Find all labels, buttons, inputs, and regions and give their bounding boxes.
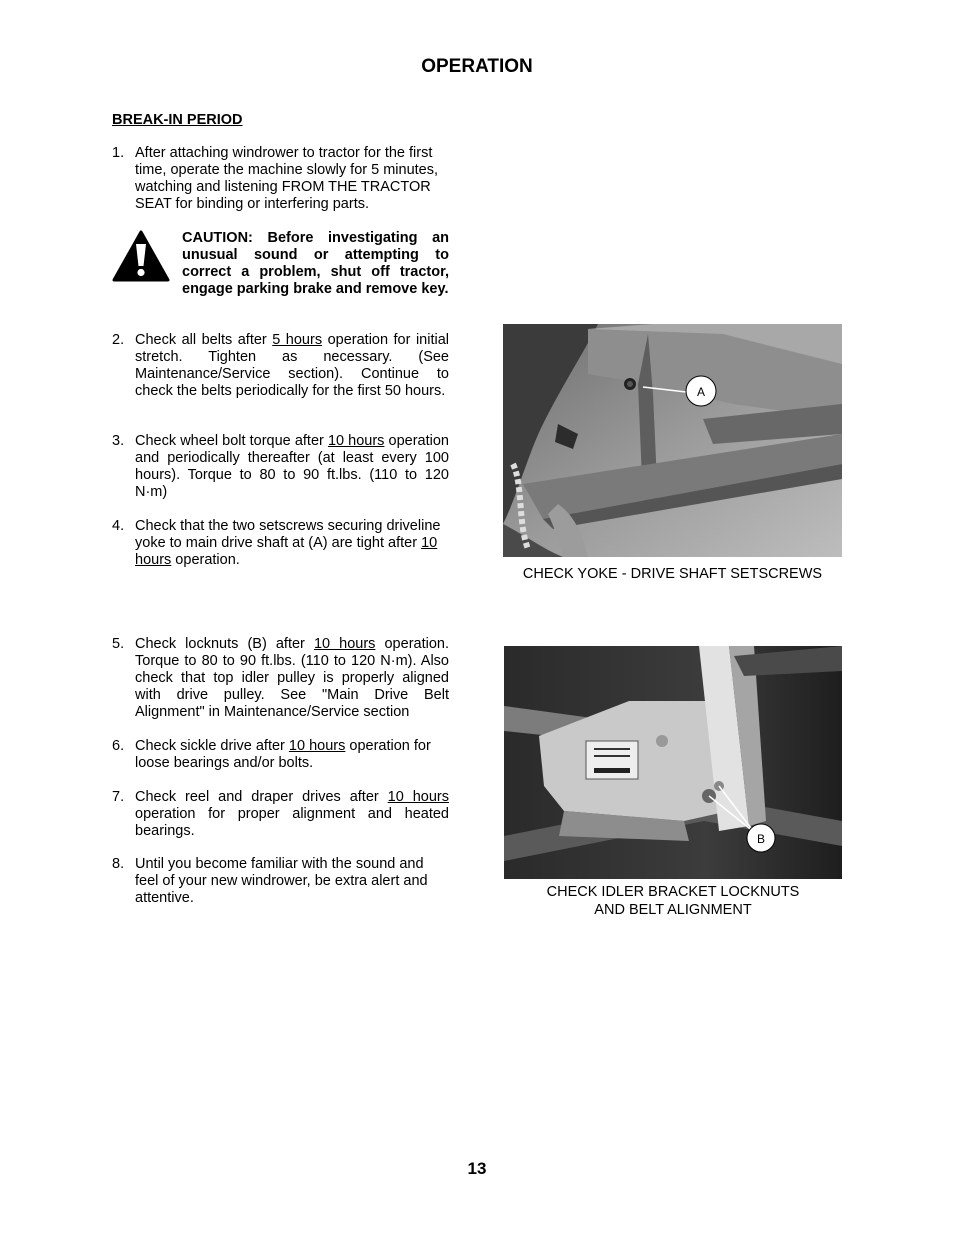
item-number: 5. <box>112 636 125 652</box>
callout-label-a: A <box>696 385 706 399</box>
page-number: 13 <box>467 1159 487 1178</box>
list-item-1 <box>112 145 449 213</box>
list-item-3 <box>112 433 449 501</box>
caption-line: CHECK IDLER BRACKET LOCKNUTS <box>546 884 800 900</box>
item-number: 3. <box>112 433 125 449</box>
item-text: Check reel and draper drives after 10 hours operation for proper alignment and heated bearings. <box>135 789 450 839</box>
caution-text: CAUTION: Before investigating an unusual sound or attempting to correct a problem, shut off tractor, engage parking brake and remove key. <box>182 230 449 297</box>
item-number: 1. <box>112 145 125 161</box>
figure-caption <box>504 883 842 919</box>
item-text: Check that the two setscrews securing driveline yoke to main drive shaft at (A) are tight after 10 hours operation. <box>135 518 441 568</box>
caution-block <box>112 230 449 298</box>
list-item-6 <box>112 738 449 772</box>
item-number: 8. <box>112 856 125 872</box>
item-text: Check locknuts (B) after 10 hours operation. Torque to 80 to 90 ft.lbs. (110 to 120 N·m). Also check that top idler pulley is properly aligned with drive pulley. See "Main Drive Belt Alignment" in Maintenance/Service section <box>135 636 449 720</box>
item-number: 4. <box>112 518 125 534</box>
item-text: Check sickle drive after 10 hours operation for loose bearings and/or bolts. <box>135 738 431 771</box>
item-number: 7. <box>112 789 125 805</box>
list-item-8 <box>112 856 449 907</box>
item-text: Until you become familiar with the sound and feel of your new windrower, be extra alert and attentive. <box>135 856 428 906</box>
item-text: Check all belts after 5 hours operation for initial stretch. Tighten as necessary. (See Maintenance/Service section). Continue to check the belts periodically for the first 50 hours. <box>135 332 449 399</box>
photo-idler-bracket <box>504 646 842 879</box>
item-number: 6. <box>112 738 125 754</box>
list-item-4 <box>112 518 449 569</box>
list-item-5 <box>112 636 449 721</box>
warning-exclamation-icon <box>112 230 170 282</box>
section-heading: BREAK-IN PERIOD <box>112 112 243 128</box>
figure-caption: CHECK YOKE - DRIVE SHAFT SETSCREWS <box>522 566 823 582</box>
item-text: After attaching windrower to tractor for the first time, operate the machine slowly for 5 minutes, watching and listening FROM THE TRACTOR SEAT for binding or interfering parts. <box>135 145 439 212</box>
item-text: Check wheel bolt torque after 10 hours operation and periodically thereafter (at least every 100 hours). Torque to 80 to 90 ft.lbs. (110 to 120 N·m) <box>135 433 449 500</box>
item-number: 2. <box>112 332 125 348</box>
photo-yoke-drive-shaft <box>503 324 842 557</box>
list-item-2 <box>112 332 449 400</box>
list-item-7 <box>112 789 449 840</box>
page-title: OPERATION <box>421 56 533 77</box>
callout-label-b: B <box>756 832 766 846</box>
caption-line: AND BELT ALIGNMENT <box>594 902 752 918</box>
